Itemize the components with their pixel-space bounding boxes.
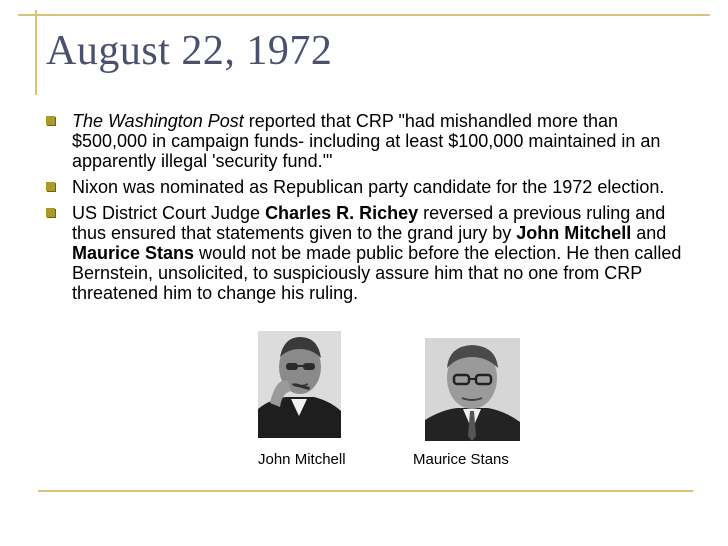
bullet-text: Nixon was nominated as Republican party candidate for the 1972 election. (72, 177, 665, 197)
decorative-bottom-line (38, 490, 693, 492)
bullet-text: Charles R. Richey (265, 203, 419, 223)
bullet-list (46, 111, 696, 309)
square-bullet-icon (46, 208, 55, 217)
bullet-text: John Mitchell (516, 223, 632, 243)
john-mitchell-photo (258, 331, 341, 438)
bullet-item-1 (46, 111, 696, 171)
bullet-item-3 (46, 203, 696, 303)
portrait-photo-icon (258, 331, 341, 438)
square-bullet-icon (46, 182, 55, 191)
bullet-text: would not be made public before the election. He then called Bernstein, unsolicited, to suspiciously assure him that no one from CRP threatened him to change his ruling. (72, 243, 682, 303)
photo-caption-mitchell: John Mitchell (258, 451, 346, 468)
bullet-text: Maurice Stans (72, 243, 195, 263)
bullet-text: US District Court Judge (72, 203, 266, 223)
bullet-text: and (631, 223, 667, 243)
maurice-stans-photo (425, 338, 520, 441)
bullet-item-2 (46, 177, 696, 197)
decorative-vertical-line (35, 10, 37, 95)
portrait-photo-icon (425, 338, 520, 441)
square-bullet-icon (46, 116, 55, 125)
bullet-text: reported that CRP "had mishandled more than $500,000 in campaign funds- including at least $100,000 maintained in an apparently illegal 'security fund.'" (72, 111, 661, 171)
bullet-text: The Washington Post (72, 111, 244, 131)
photo-caption-stans: Maurice Stans (413, 451, 509, 468)
decorative-top-line (18, 14, 710, 16)
slide-title: August 22, 1972 (46, 28, 333, 74)
bullet-text: reversed a previous ruling and thus ensured that statements given to the grand jury by (72, 203, 666, 243)
